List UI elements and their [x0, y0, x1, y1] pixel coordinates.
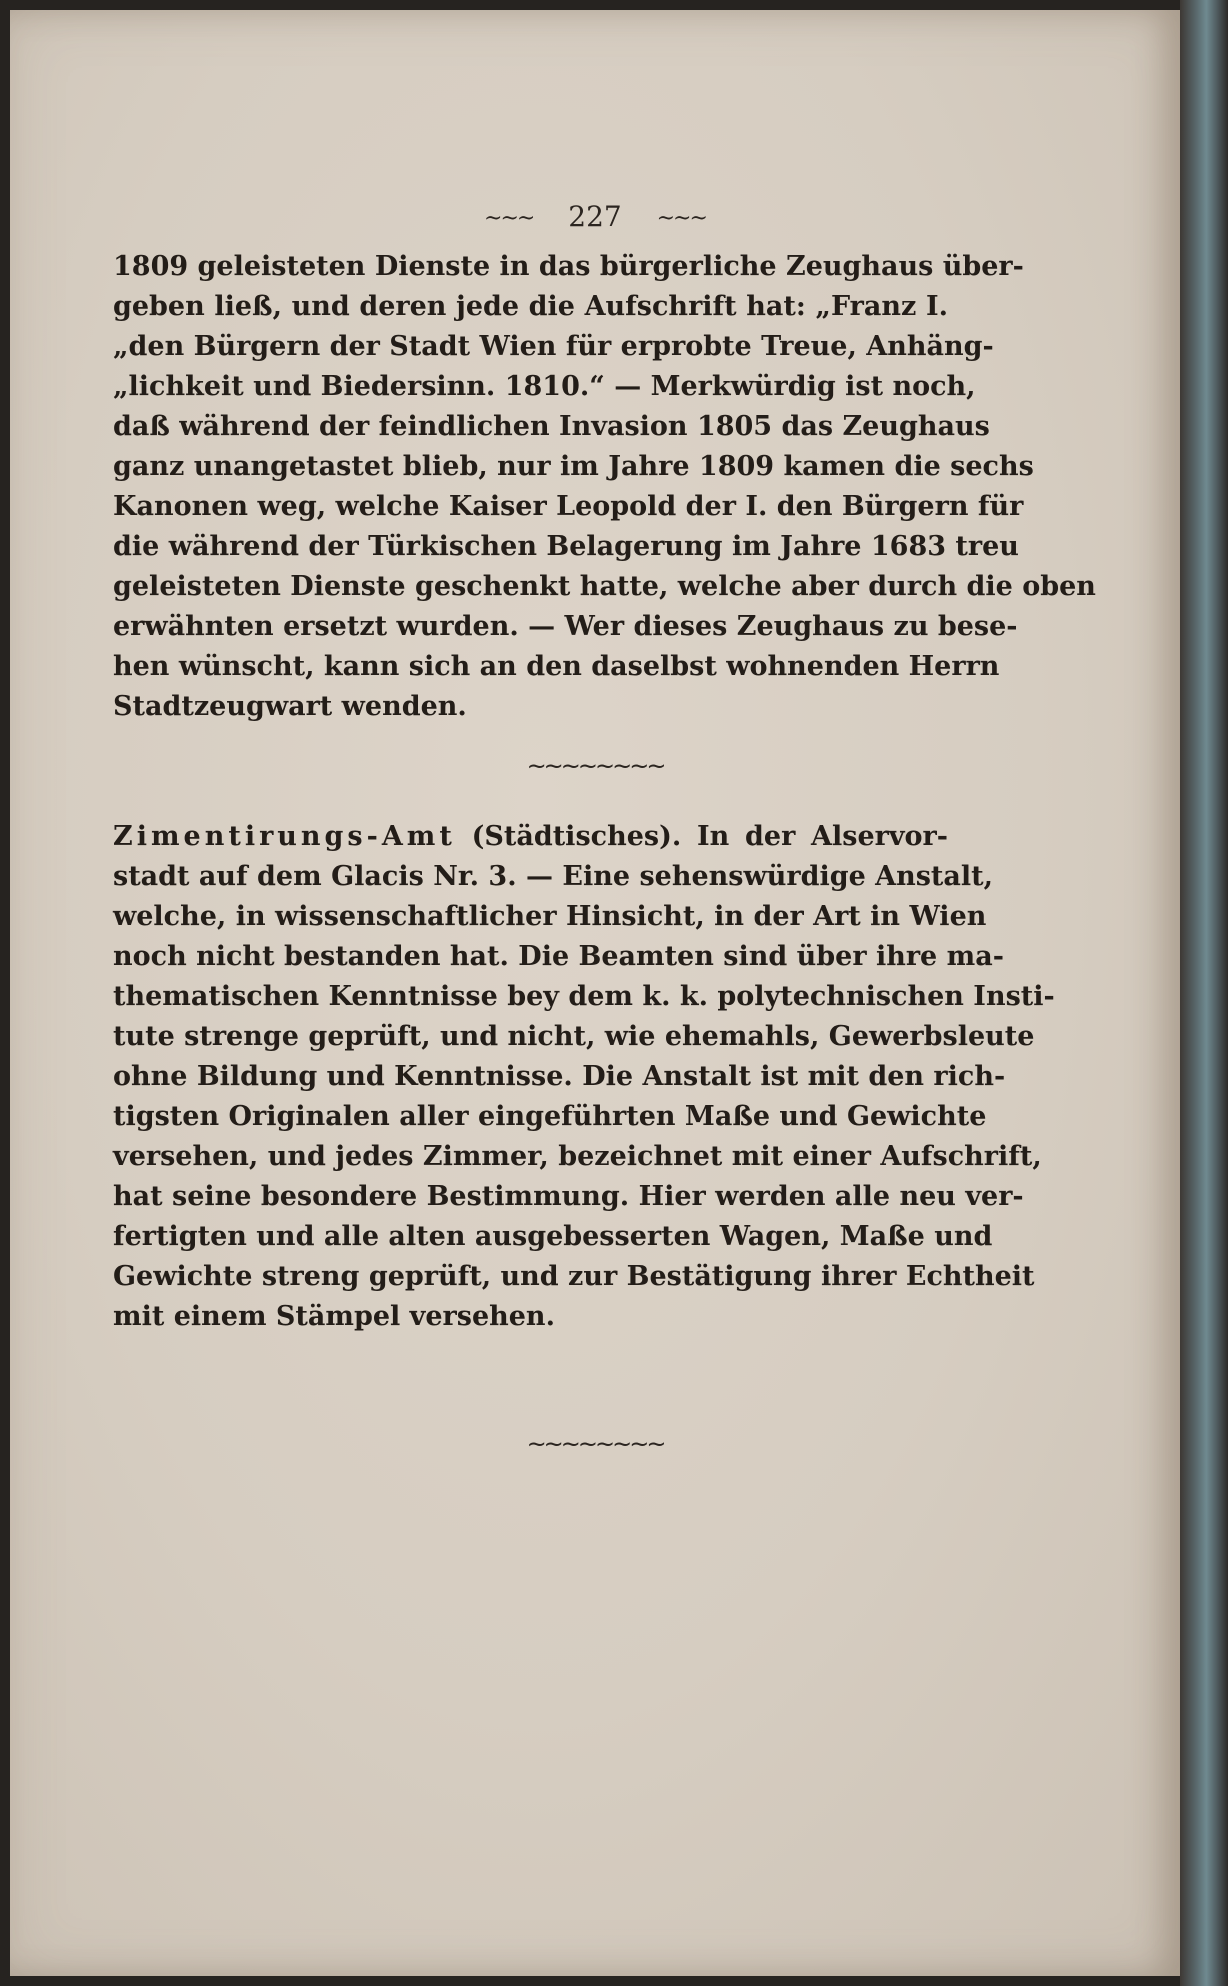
section-divider: ~~~~~~~~	[526, 752, 664, 780]
text-line	[113, 817, 948, 857]
text-line: „den Bürgern der Stadt Wien für erprobte Treue, Anhäng-	[113, 331, 994, 362]
text-line: 1809 geleisteten Dienste in das bürgerliche Zeughaus über-	[113, 251, 1024, 282]
text-line: stadt auf dem Glacis Nr. 3. — Eine sehenswürdige Anstalt,	[113, 861, 994, 892]
section-divider: ~~~~~~~~	[526, 1430, 664, 1458]
page-header	[10, 200, 1180, 233]
text-line: Stadtzeugwart wenden.	[113, 691, 467, 722]
text-line: noch nicht bestanden hat. Die Beamten sind über ihre ma-	[113, 941, 1004, 972]
text-line: tute strenge geprüft, und nicht, wie ehemahls, Gewerbsleute	[113, 1021, 1035, 1052]
text-line: fertigten und alle alten ausgebesserten Wagen, Maße und	[113, 1221, 993, 1252]
header-ornament-right: ~~~	[656, 206, 706, 231]
text-line: thematischen Kenntnisse bey dem k. k. polytechnischen Insti-	[113, 981, 1055, 1012]
paragraph-zimentirungs-amt	[113, 817, 1055, 1337]
text-line: Kanonen weg, welche Kaiser Leopold der I. den Bürgern für	[113, 491, 1024, 522]
text-line: ganz unangetastet blieb, nur im Jahre 1809 kamen die sechs	[113, 451, 1034, 482]
page-number: 227	[568, 200, 622, 233]
text-line: geben ließ, und deren jede die Aufschrift hat: „Franz I.	[113, 291, 948, 322]
text-line: geleisteten Dienste geschenkt hatte, welche aber durch die oben	[113, 571, 1096, 602]
text-line: tigsten Originalen aller eingeführten Maße und Gewichte	[113, 1101, 987, 1132]
header-ornament-left: ~~~	[484, 206, 534, 231]
entry-heading-rest: (Städtisches). In der Alservor-	[455, 821, 948, 852]
text-line: versehen, und jedes Zimmer, bezeichnet mit einer Aufschrift,	[113, 1141, 1042, 1172]
text-line: die während der Türkischen Belagerung im Jahre 1683 treu	[113, 531, 1019, 562]
paragraph-zeughaus	[113, 247, 1096, 727]
text-line: erwähnten ersetzt wurden. — Wer dieses Zeughaus zu bese-	[113, 611, 1018, 642]
text-line: hen wünscht, kann sich an den daselbst wohnenden Herrn	[113, 651, 1000, 682]
text-line: hat seine besondere Bestimmung. Hier werden alle neu ver-	[113, 1181, 1024, 1212]
text-line: Gewichte streng geprüft, und zur Bestätigung ihrer Echtheit	[113, 1261, 1035, 1292]
book-edge	[1180, 0, 1228, 1986]
text-line: daß während der feindlichen Invasion 1805 das Zeughaus	[113, 411, 990, 442]
text-line: ohne Bildung und Kenntnisse. Die Anstalt ist mit den rich-	[113, 1061, 1006, 1092]
entry-heading: Zimentirungs-Amt	[113, 821, 456, 852]
text-line: „lichkeit und Biedersinn. 1810.“ — Merkwürdig ist noch,	[113, 371, 976, 402]
text-line: welche, in wissenschaftlicher Hinsicht, in der Art in Wien	[113, 901, 987, 932]
text-line: mit einem Stämpel versehen.	[113, 1301, 555, 1332]
